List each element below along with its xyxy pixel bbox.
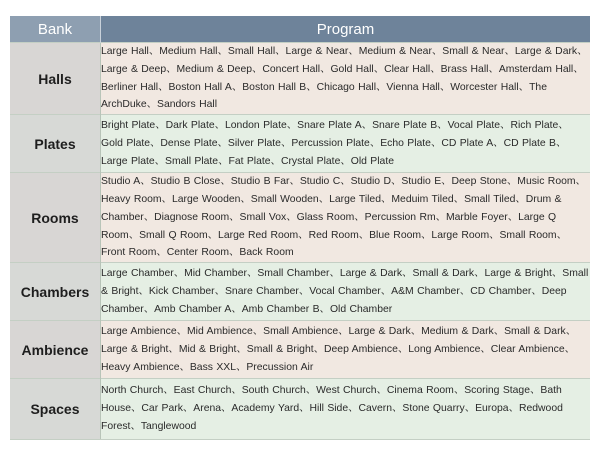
program-list-cell: Large Hall、Medium Hall、Small Hall、Large & Near、Medium & Near、Small & Near、Large & Dark、Large & Deep、Medium & Deep、Concert Hall、Gold Hall、Clear Hall、Brass Hall、Amsterdam Hall、Berliner Hall、Boston Hall A、Boston Hall B、Chicago Hall、Vienna Hall、Worcester Hall、The ArchDuke、Sandors Hall <box>101 43 591 115</box>
bank-name-cell: Chambers <box>10 263 101 321</box>
bank-name-cell: Spaces <box>10 379 101 440</box>
table-row <box>10 321 590 379</box>
bank-name-cell: Ambience <box>10 321 101 379</box>
table-row <box>10 43 590 115</box>
table-row <box>10 263 590 321</box>
bank-column-header: Bank <box>10 16 101 43</box>
table-row <box>10 173 590 263</box>
table-row <box>10 379 590 440</box>
program-list-cell: Large Ambience、Mid Ambience、Small Ambience、Large & Dark、Medium & Dark、Small & Dark、Large & Bright、Mid & Bright、Small & Bright、Deep Ambience、Long Ambience、Clear Ambience、Heavy Ambience、Bass XXL、Precussion Air <box>101 321 591 379</box>
bank-name-cell: Halls <box>10 43 101 115</box>
program-list-cell: Studio A、Studio B Close、Studio B Far、Studio C、Studio D、Studio E、Deep Stone、Music Room、Heavy Room、Large Wooden、Small Wooden、Large Tiled、Meduim Tiled、Small Tiled、Drum & Chamber、Diagnose Room、Small Vox、Glass Room、Percussion Rm、Marble Foyer、Large Q Room、Small Q Room、Large Red Room、Red Room、Blue Room、Large Room、Small Room、Front Room、Center Room、Back Room <box>101 173 591 263</box>
bank-name-cell: Rooms <box>10 173 101 263</box>
program-column-header: Program <box>101 16 591 43</box>
program-list-cell: Large Chamber、Mid Chamber、Small Chamber、Large & Dark、Small & Dark、Large & Bright、Small & Bright、Kick Chamber、Snare Chamber、Vocal Chamber、A&M Chamber、CD Chamber、Deep Chamber、Amb Chamber A、Amb Chamber B、Old Chamber <box>101 263 591 321</box>
program-list-cell: North Church、East Church、South Church、West Church、Cinema Room、Scoring Stage、Bath House、Car Park、Arena、Academy Yard、Hill Side、Cavern、Stone Quarry、Europa、Redwood Forest、Tanglewood <box>101 379 591 440</box>
bank-name-cell: Plates <box>10 115 101 173</box>
table-row <box>10 115 590 173</box>
program-list-cell: Bright Plate、Dark Plate、London Plate、Snare Plate A、Snare Plate B、Vocal Plate、Rich Plate、Gold Plate、Dense Plate、Silver Plate、Percussion Plate、Echo Plate、CD Plate A、CD Plate B、Large Plate、Small Plate、Fat Plate、Crystal Plate、Old Plate <box>101 115 591 173</box>
bank-program-table <box>10 16 590 440</box>
table-header-row <box>10 16 590 43</box>
